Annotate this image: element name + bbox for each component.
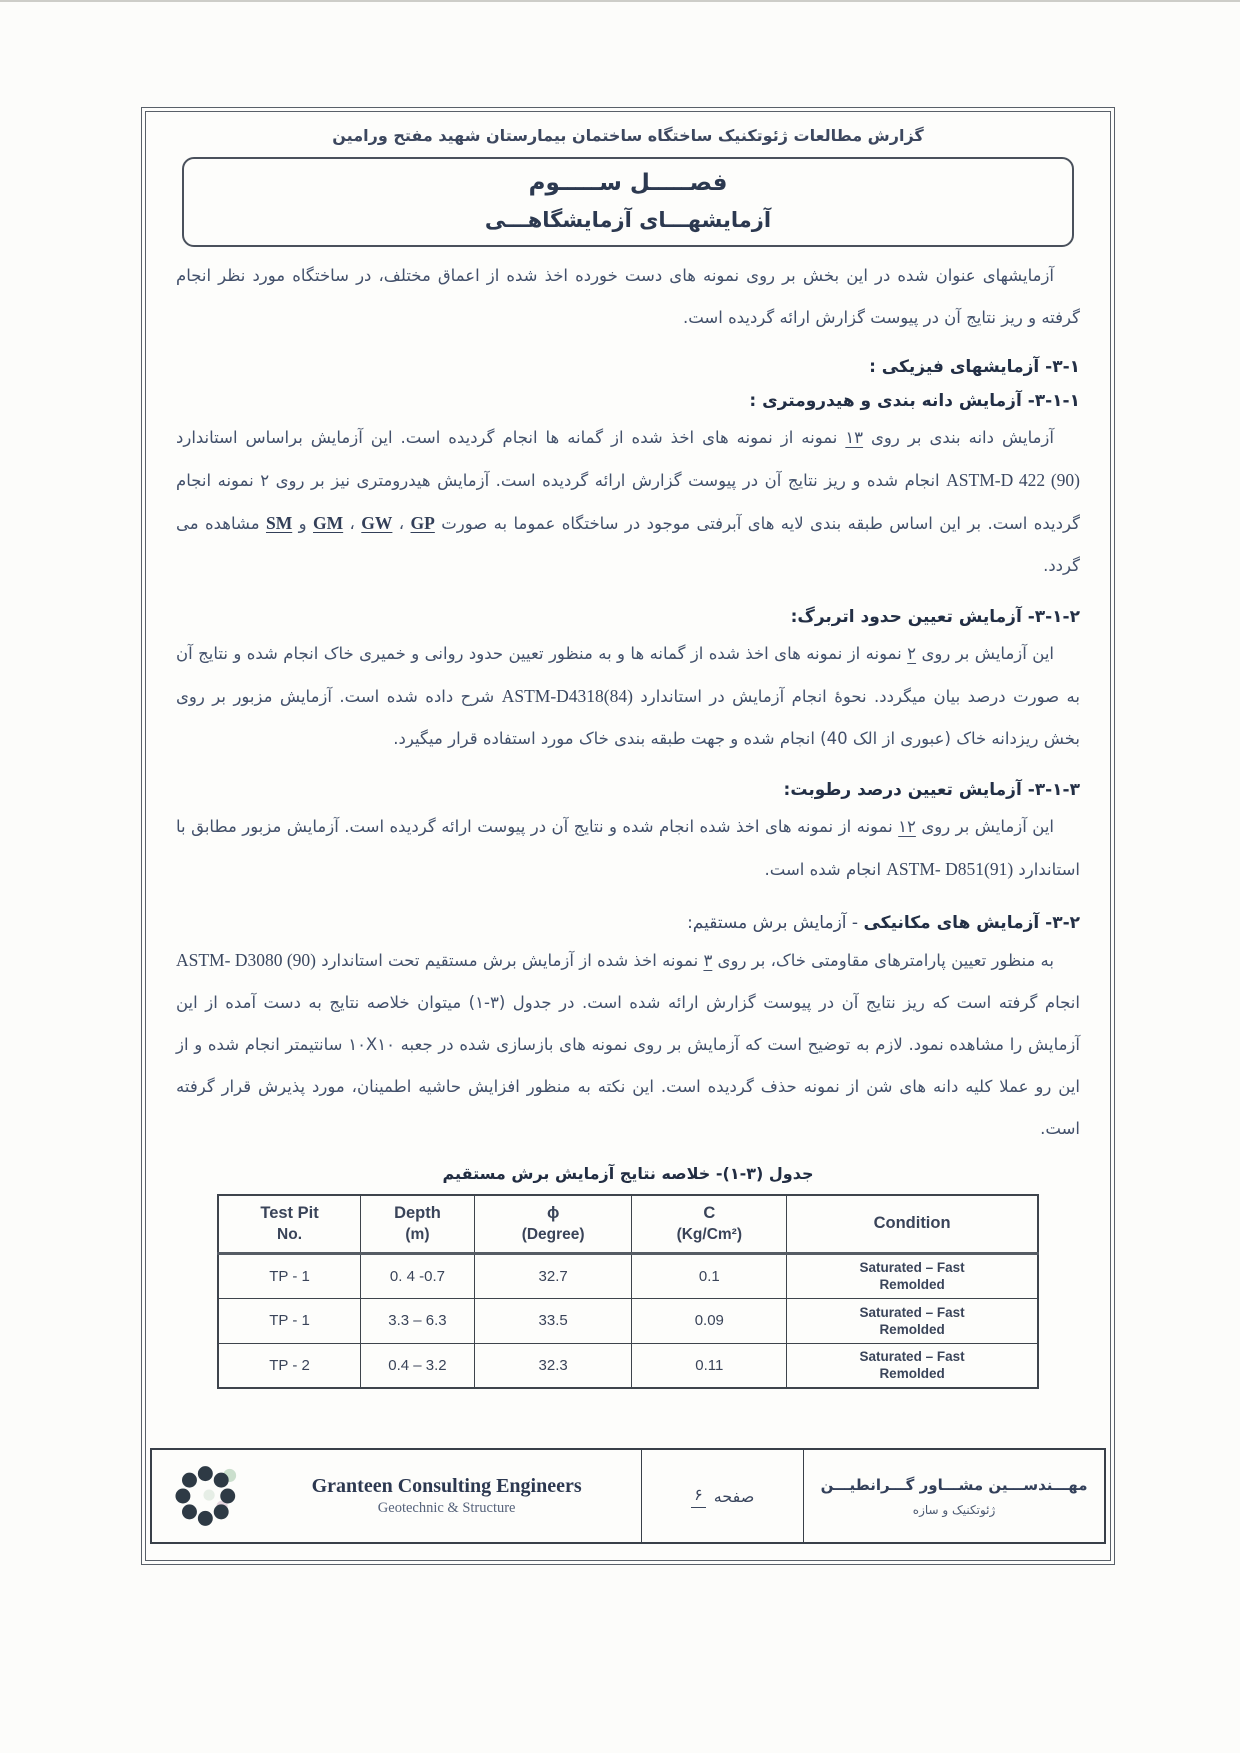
report-title: گزارش مطالعات ژئوتکنیک ساختگاه ساختمان بیمارستان شهید مفتح ورامین: [332, 126, 924, 145]
col-header-depth: [361, 1195, 475, 1253]
sample-count-underlined: ۲: [907, 644, 917, 663]
header-line2: (Kg/Cm²): [676, 1225, 743, 1243]
header-line1: ϕ: [546, 1203, 560, 1222]
text-run: این آزمایش بر روی: [915, 817, 1054, 836]
direct-shear-results-table: [217, 1194, 1039, 1389]
table-3-1-title: جدول (۳-۱)- خلاصه نتایج آزمایش برش مستقیم: [442, 1164, 814, 1183]
soil-class-gw: GW: [361, 513, 393, 533]
sample-count-underlined: ۱۳: [845, 428, 864, 447]
footer-company-en-cell: [152, 1450, 642, 1542]
cell-pit: TP - 2: [218, 1343, 361, 1388]
col-header-condition: [787, 1195, 1038, 1253]
cell-cohesion: 0.1: [632, 1253, 787, 1298]
moisture-paragraph: [176, 806, 1080, 891]
page-indicator: [642, 1450, 804, 1542]
cell-condition: [787, 1298, 1038, 1343]
astm-standard-ref: ASTM-D 422 (90): [946, 470, 1080, 490]
scan-edge-artifact: [0, 0, 1240, 2]
cell-pit: TP - 1: [218, 1298, 361, 1343]
header-line1: Depth: [394, 1203, 441, 1222]
text-run: نمونه از نمونه های اخذ شده از گمانه ها انجام گردیده است. این آزمایش براساس استاندارد: [176, 428, 846, 447]
atterberg-paragraph: [176, 633, 1080, 760]
table-row: [218, 1343, 1038, 1388]
table-row: [218, 1253, 1038, 1298]
page-number: ۶: [691, 1485, 706, 1508]
cell-depth: 0.4 – 3.2: [361, 1343, 475, 1388]
section-3-1-1-heading: ۳-۱-۱- آزمایش دانه بندی و هیدرومتری :: [749, 391, 1080, 411]
company-name-fa: مهـــندســـین مشـــاور گـــرانطیـــن: [820, 1475, 1088, 1494]
heading-bold-part: ۳-۲- آزمایش های مکانیکی: [863, 913, 1080, 933]
sample-count-underlined: ۱۲: [898, 817, 916, 836]
company-tagline-fa: ژئوتکنیک و سازه: [912, 1502, 996, 1517]
col-header-test-pit: [218, 1195, 361, 1253]
chapter-number: فصـــــل ســـــوم: [528, 170, 728, 196]
header-line2: (Degree): [521, 1225, 585, 1243]
text-run: مشاهده می گردد.: [176, 514, 1080, 575]
footer: [150, 1448, 1106, 1544]
sample-count-underlined: ۳: [703, 951, 713, 970]
col-header-phi: [474, 1195, 632, 1253]
table-header-row: [218, 1195, 1038, 1253]
company-name-en: Granteen Consulting Engineers: [311, 1475, 582, 1497]
cell-condition: [787, 1343, 1038, 1388]
page-word: صفحه: [713, 1486, 755, 1506]
company-tagline-en: Geotechnic & Structure: [377, 1500, 516, 1516]
text-run: شرح داده شده است. آزمایش مزبور بر روی بخش ریزدانه خاک (عبوری از الک 40) انجام شده و جهت طبقه بندی خاک مورد استفاده قرار میگیرد.: [176, 687, 1080, 748]
condition-line1: Saturated – Fast: [859, 1349, 965, 1365]
direct-shear-paragraph: [176, 939, 1080, 1150]
text-run: انجام شده است.: [764, 860, 887, 879]
footer-company-fa-cell: [804, 1450, 1104, 1542]
cell-condition: [787, 1253, 1038, 1298]
header-line1: C: [703, 1203, 716, 1222]
section-3-2-heading: [176, 911, 1080, 935]
separator: ،: [343, 514, 362, 533]
section-3-1-heading: ۳-۱- آزمایشهای فیزیکی :: [869, 357, 1080, 377]
condition-line1: Saturated – Fast: [859, 1260, 965, 1275]
text-run: این آزمایش بر روی: [916, 644, 1054, 663]
astm-standard-ref: ASTM-D4318(84): [501, 686, 633, 706]
text-run: نمونه اخذ شده از آزمایش برش مستقیم تحت استاندارد: [316, 951, 704, 970]
cell-phi: 32.7: [474, 1253, 632, 1298]
cell-depth: 0. 4 -0.7: [361, 1253, 475, 1298]
conjunction: و: [292, 514, 314, 533]
header-line1: Test Pit: [260, 1203, 319, 1222]
astm-standard-ref: ASTM- D851(91): [886, 859, 1014, 879]
chapter-name: آزمایشهـــای آزمایشگاهـــی: [484, 208, 772, 232]
soil-class-gm: GM: [313, 513, 344, 533]
section-3-1-3-heading: ۳-۱-۳- آزمایش تعیین درصد رطوبت:: [783, 780, 1080, 800]
condition-line2: Remolded: [879, 1366, 945, 1382]
astm-standard-ref: ASTM- D3080 (90): [176, 950, 316, 970]
cell-phi: 33.5: [474, 1298, 632, 1343]
text-run: نمونه از نمونه های اخذ شده از گمانه ها و به منظور تعیین حدود روانی و خمیری خاک انجام شده و نتایج آن به صورت درصد بیان میگردد. نحوهٔ انجام آزمایش در استاندارد: [176, 644, 1080, 706]
header-line1: Condition: [873, 1214, 951, 1233]
document-frame: [141, 107, 1115, 1565]
cell-depth: 3.3 – 6.3: [361, 1298, 475, 1343]
gradation-paragraph: [176, 417, 1080, 587]
text-run: سانتیمتر انجام شده و از این رو عملا کلیه دانه های شن از نمونه حذف گردیده است. این نکته به منظور افزایش حاشیه اطمینان، مورد پذیرش قرار گرفته است.: [176, 1035, 1080, 1138]
section-3-1-2-heading: ۳-۱-۲- آزمایش تعیین حدود اتربرگ:: [790, 607, 1080, 627]
cell-cohesion: 0.11: [632, 1343, 787, 1388]
header-line2: No.: [277, 1225, 303, 1243]
soil-class-sm: SM: [265, 513, 293, 533]
text-run: انجام شده و ریز نتایج آن در پیوست گزارش ارائه گردیده است. آزمایش هیدرومتری نیز بر روی ۲ نمونه انجام گردیده است. بر این اساس طبقه بندی لایه های آبرفتی موجود در ساختگاه عموما به صورت: [176, 471, 1080, 533]
intro-paragraph: آزمایشهای عنوان شده در این بخش بر روی نمونه های دست خورده اخذ شده از اعماق مختلف، در ساختگاه مورد نظر انجام گرفته و ریز نتایج آن در پیوست گزارش ارائه گردیده است.: [176, 266, 1080, 327]
condition-line2: Remolded: [879, 1277, 945, 1292]
text-run: آزمایش دانه بندی بر روی: [863, 428, 1054, 447]
document-page: [145, 111, 1111, 1561]
heading-regular-part: - آزمایش برش مستقیم:: [687, 913, 864, 933]
header-line2: (m): [405, 1225, 430, 1243]
chapter-title-box: [182, 157, 1074, 247]
condition-line2: Remolded: [879, 1321, 945, 1337]
soil-class-gp: GP: [410, 513, 435, 533]
text-run: نمونه از نمونه های اخذ شده انجام شده و نتایج آن در پیوست ارائه گردیده است. آزمایش مزبور مطابق با استاندارد: [176, 817, 1080, 879]
text-run: به منظور تعیین پارامترهای مقاومتی خاک، بر روی: [712, 951, 1054, 970]
text-run: انجام گرفته است که ریز نتایج آن در پیوست گزارش ارائه شده است. در جدول (۳-۱) میتوان خلاصه نتایج به دست آمده از این آزمایش را مشاهده نمود. لازم به توضیح است که آزمایش بر روی نمونه های بازسازی شده در جعبه: [176, 993, 1080, 1054]
condition-line1: Saturated – Fast: [859, 1304, 965, 1320]
footer-company-en: [260, 1475, 641, 1517]
cell-cohesion: 0.09: [632, 1298, 787, 1343]
table-row: [218, 1298, 1038, 1343]
separator: ،: [392, 514, 411, 533]
cell-pit: TP - 1: [218, 1253, 361, 1298]
cell-phi: 32.3: [474, 1343, 632, 1388]
col-header-cohesion: [632, 1195, 787, 1253]
box-size-value: ۱۰X۱۰: [348, 1035, 395, 1054]
company-logo-icon: [168, 1454, 252, 1538]
